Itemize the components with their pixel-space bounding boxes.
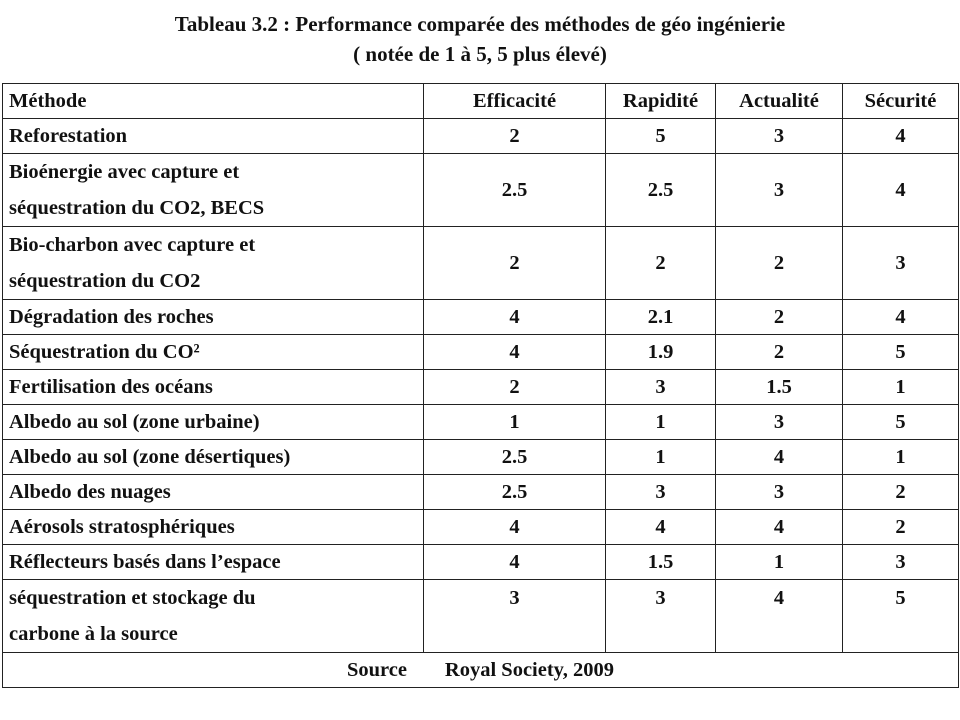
value-cell: 3 bbox=[606, 580, 716, 653]
table-row bbox=[3, 154, 959, 227]
value-cell: 1 bbox=[424, 405, 606, 440]
method-line-1: séquestration et stockage du bbox=[9, 587, 256, 609]
table-row bbox=[3, 475, 959, 510]
value-cell: 1 bbox=[606, 440, 716, 475]
header-rapidite: Rapidité bbox=[606, 84, 716, 119]
table-row bbox=[3, 545, 959, 580]
value-cell: 3 bbox=[424, 580, 606, 653]
value-cell: 3 bbox=[716, 119, 843, 154]
table-caption bbox=[0, 0, 960, 69]
value-cell: 2.5 bbox=[606, 154, 716, 227]
header-securite: Sécurité bbox=[843, 84, 959, 119]
method-cell: Séquestration du CO² bbox=[3, 335, 424, 370]
value-cell: 1.9 bbox=[606, 335, 716, 370]
value-cell: 3 bbox=[716, 154, 843, 227]
source-label: Source bbox=[346, 659, 407, 681]
value-cell: 4 bbox=[716, 510, 843, 545]
method-cell: Fertilisation des océans bbox=[3, 370, 424, 405]
value-cell: 1.5 bbox=[716, 370, 843, 405]
table-title: Tableau 3.2 : Performance comparée des méthodes de géo ingénierie bbox=[174, 12, 786, 36]
value-cell: 4 bbox=[606, 510, 716, 545]
method-cell bbox=[3, 580, 424, 653]
method-cell: Albedo au sol (zone urbaine) bbox=[3, 405, 424, 440]
method-cell: Aérosols stratosphériques bbox=[3, 510, 424, 545]
method-cell: Albedo des nuages bbox=[3, 475, 424, 510]
value-cell: 5 bbox=[843, 580, 959, 653]
value-cell: 4 bbox=[424, 335, 606, 370]
value-cell: 3 bbox=[716, 405, 843, 440]
value-cell: 4 bbox=[424, 545, 606, 580]
value-cell: 1 bbox=[843, 440, 959, 475]
value-cell: 4 bbox=[424, 510, 606, 545]
value-cell: 2 bbox=[424, 119, 606, 154]
source-cell bbox=[3, 653, 959, 688]
header-methode: Méthode bbox=[3, 84, 424, 119]
value-cell: 4 bbox=[843, 300, 959, 335]
value-cell: 3 bbox=[843, 227, 959, 300]
method-line-1: Bio-charbon avec capture et bbox=[9, 234, 256, 256]
value-cell: 2 bbox=[716, 227, 843, 300]
method-line-2: séquestration du CO2, BECS bbox=[9, 197, 265, 219]
value-cell: 2 bbox=[606, 227, 716, 300]
value-cell: 2.5 bbox=[424, 154, 606, 227]
value-cell: 5 bbox=[843, 405, 959, 440]
value-cell: 1 bbox=[606, 405, 716, 440]
table-row bbox=[3, 440, 959, 475]
table-subtitle: ( notée de 1 à 5, 5 plus élevé) bbox=[353, 42, 607, 66]
header-efficacite: Efficacité bbox=[424, 84, 606, 119]
value-cell: 3 bbox=[606, 370, 716, 405]
source-text: Royal Society, 2009 bbox=[444, 659, 615, 681]
value-cell: 5 bbox=[843, 335, 959, 370]
table-row bbox=[3, 405, 959, 440]
table-row bbox=[3, 119, 959, 154]
method-cell bbox=[3, 154, 424, 227]
value-cell: 1.5 bbox=[606, 545, 716, 580]
value-cell: 2 bbox=[716, 300, 843, 335]
value-cell: 2 bbox=[424, 227, 606, 300]
method-line-1: Bioénergie avec capture et bbox=[9, 161, 240, 183]
value-cell: 3 bbox=[606, 475, 716, 510]
value-cell: 3 bbox=[843, 545, 959, 580]
method-line-2: séquestration du CO2 bbox=[9, 270, 201, 292]
table-row bbox=[3, 227, 959, 300]
table-row bbox=[3, 335, 959, 370]
value-cell: 2 bbox=[843, 475, 959, 510]
value-cell: 4 bbox=[716, 580, 843, 653]
value-cell: 2.1 bbox=[606, 300, 716, 335]
value-cell: 4 bbox=[843, 154, 959, 227]
source-row bbox=[3, 653, 959, 688]
table-row bbox=[3, 580, 959, 653]
table-row bbox=[3, 510, 959, 545]
value-cell: 4 bbox=[716, 440, 843, 475]
value-cell: 2 bbox=[843, 510, 959, 545]
table-row bbox=[3, 300, 959, 335]
value-cell: 2 bbox=[424, 370, 606, 405]
value-cell: 1 bbox=[843, 370, 959, 405]
method-line-2: carbone à la source bbox=[9, 623, 178, 645]
header-row bbox=[3, 84, 959, 119]
value-cell: 4 bbox=[843, 119, 959, 154]
method-cell: Dégradation des roches bbox=[3, 300, 424, 335]
value-cell: 3 bbox=[716, 475, 843, 510]
performance-table bbox=[2, 83, 959, 688]
method-cell bbox=[3, 227, 424, 300]
value-cell: 4 bbox=[424, 300, 606, 335]
header-actualite: Actualité bbox=[716, 84, 843, 119]
value-cell: 5 bbox=[606, 119, 716, 154]
table-row bbox=[3, 370, 959, 405]
value-cell: 2.5 bbox=[424, 475, 606, 510]
value-cell: 2 bbox=[716, 335, 843, 370]
method-cell: Réflecteurs basés dans l’espace bbox=[3, 545, 424, 580]
value-cell: 1 bbox=[716, 545, 843, 580]
value-cell: 2.5 bbox=[424, 440, 606, 475]
method-cell: Albedo au sol (zone désertiques) bbox=[3, 440, 424, 475]
method-cell: Reforestation bbox=[3, 119, 424, 154]
